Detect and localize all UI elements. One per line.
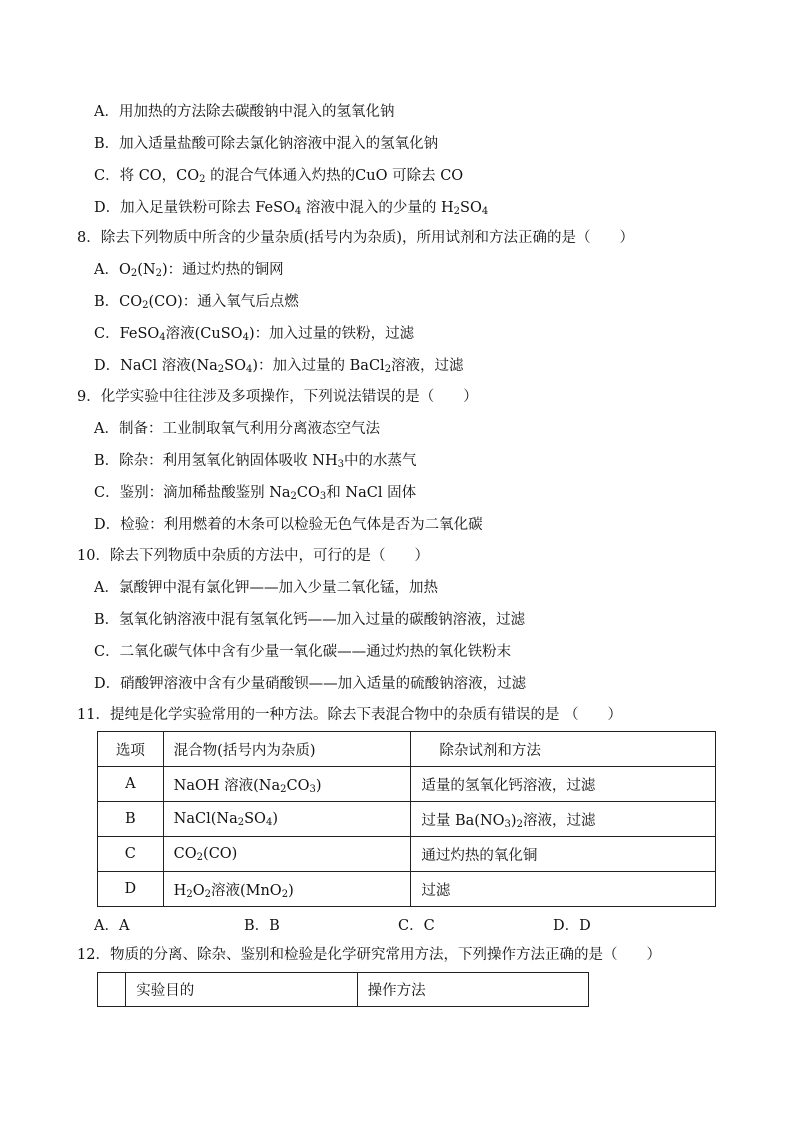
table-cell: 适量的氢氧化钙溶液，过滤 [411, 767, 716, 802]
q9-option-d: D．检验：利用燃着的木条可以检验无色气体是否为二氧化碳 [94, 517, 483, 533]
q10-option-b: B．氢氧化钠溶液中混有氢氧化钙——加入过量的碳酸钠溶液，过滤 [94, 612, 526, 628]
table-cell: $NaCl(Na_2SO_4)$ [163, 802, 411, 837]
table-cell: NaOH 溶液$(Na_2CO_3)$ [163, 767, 411, 802]
q8-option-c: C．FeSO$_4$溶液(CuSO$_4$)：加入过量的铁粉，过滤 [94, 326, 415, 343]
q9-option-b: B．除杂：利用氢氧化钠固体吸收 $NH_3$中的水蒸气 [94, 453, 417, 470]
q7-option-b: B．加入适量盐酸可除去氯化钠溶液中混入的氢氧化钠 [94, 136, 439, 152]
q11-answer-b: B．B [244, 918, 280, 934]
q10-option-c: C．二氧化碳气体中含有少量一氧化碳——通过灼热的氧化铁粉末 [94, 644, 512, 660]
table-header-cell: 混合物(括号内为杂质) [163, 732, 411, 767]
table-header-cell: 操作方法 [357, 973, 588, 1007]
table-row [98, 872, 716, 907]
q11-answer-d: D．D [553, 918, 591, 934]
q11-stem: 11．提纯是化学实验常用的一种方法。除去下表混合物中的杂质有错误的是 （ ） [77, 707, 623, 723]
table-row [98, 802, 716, 837]
q10-stem: 10．除去下列物质中杂质的方法中，可行的是（ ） [77, 548, 429, 564]
q7-option-c: C．将 CO，$CO_2$ 的混合气体通入灼热的CuO 可除去 CO [94, 168, 464, 185]
q9-option-a: A．制备：工业制取氧气利用分离液态空气法 [94, 421, 380, 437]
table-header-cell: 实验目的 [126, 973, 357, 1007]
q10-option-d: D．硝酸钾溶液中含有少量硝酸钡——加入适量的硫酸钠溶液，过滤 [94, 676, 527, 692]
table-header-cell: 除杂试剂和方法 [411, 732, 716, 767]
table-cell: $CO_2(CO)$ [163, 837, 411, 872]
table-cell: 过滤 [411, 872, 716, 907]
q11-table [97, 731, 716, 907]
q8-option-b: B．$CO_2(CO)$：通入氧气后点燃 [94, 294, 299, 311]
q7-option-d: D．加入足量铁粉可除去 FeSO$_4$ 溶液中混入的少量的 $H_2SO_4$ [94, 200, 489, 217]
table-header-row [98, 973, 589, 1007]
table-cell: 过量 $Ba(NO_3)_2$溶液，过滤 [411, 802, 716, 837]
table-cell: 通过灼热的氧化铜 [411, 837, 716, 872]
table-row [98, 837, 716, 872]
q8-option-d: D．NaCl 溶液$(Na_2SO_4)$：加入过量的 BaCl$_2$溶液，过滤 [94, 358, 464, 375]
table-cell: B [98, 802, 164, 837]
q12-table [97, 972, 589, 1007]
q8-option-a: A．$O_2(N_2)$：通过灼热的铜网 [94, 262, 284, 279]
table-cell: A [98, 767, 164, 802]
table-header-cell [98, 973, 126, 1007]
q12-stem: 12．物质的分离、除杂、鉴别和检验是化学研究常用方法，下列操作方法正确的是（ ） [77, 947, 661, 963]
q11-answer-c: C．C [398, 918, 435, 934]
table-cell: C [98, 837, 164, 872]
table-cell: D [98, 872, 164, 907]
table-row [98, 767, 716, 802]
table-header-cell: 选项 [98, 732, 164, 767]
q9-stem: 9．化学实验中往往涉及多项操作，下列说法错误的是（ ） [77, 389, 478, 405]
q7-option-a: A．用加热的方法除去碳酸钠中混入的氢氧化钠 [94, 104, 395, 120]
q8-stem: 8．除去下列物质中所含的少量杂质(括号内为杂质)，所用试剂和方法正确的是（ ） [77, 230, 635, 246]
q9-option-c: C．鉴别：滴加稀盐酸鉴别 $Na_2CO_3$和 NaCl 固体 [94, 485, 417, 502]
table-cell: $H_2O_2$溶液(MnO$_2$) [163, 872, 411, 907]
q11-answer-a: A．A [94, 918, 130, 934]
table-header-row [98, 732, 716, 767]
q10-option-a: A．氯酸钾中混有氯化钾——加入少量二氧化锰，加热 [94, 580, 438, 596]
